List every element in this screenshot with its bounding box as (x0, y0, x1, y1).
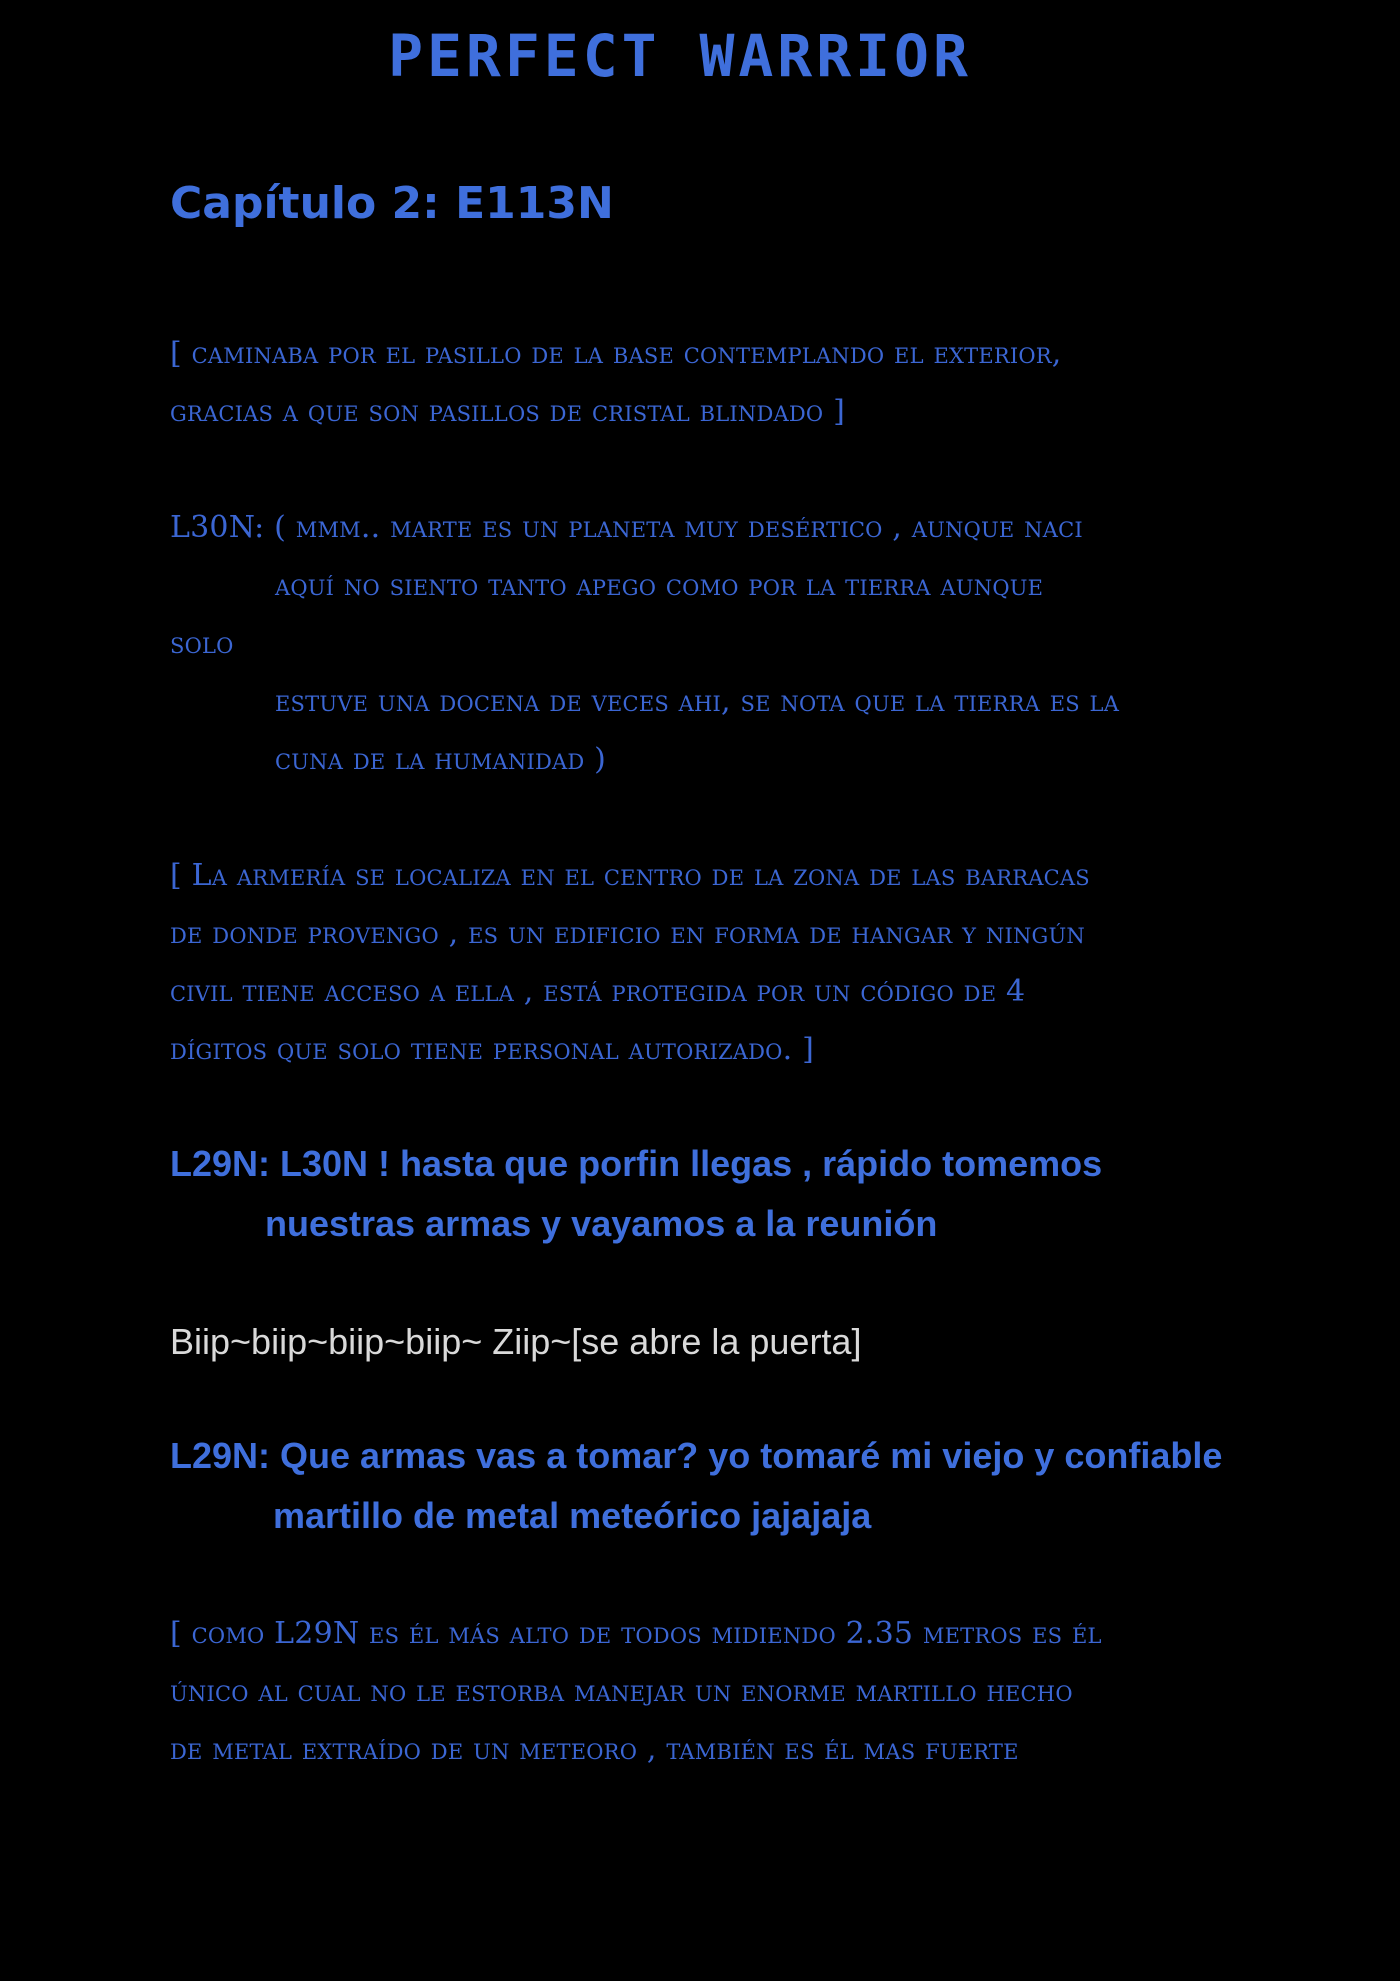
sound-effect-line: Biip~biip~biip~biip~ Ziip~[se abre la puerta] (170, 1321, 862, 1362)
dialogue-1-line-3: solo (170, 626, 234, 661)
narration-2-line-4: dígitos que solo tiene personal autorizado. ] (170, 1032, 814, 1067)
narration-2-line-2: de donde provengo , es un edificio en forma de hangar y ningún (170, 916, 1085, 951)
narration-3-line-2: único al cual no le estorba manejar un enorme martillo hecho (170, 1674, 1073, 1709)
dialogue-1-line-5: cuna de la humanidad ) (275, 742, 607, 777)
narration-1-line-1: [ caminaba por el pasillo de la base contemplando el exterior, (170, 336, 1062, 371)
dialogue-3-line-2: martillo de metal meteórico jajajaja (273, 1495, 872, 1536)
narration-2-line-3: civil tiene acceso a ella , está protegida por un código de 4 (170, 974, 1026, 1009)
dialogue-1-line-1: L30N: ( mmm.. marte es un planeta muy desértico , aunque naci (170, 510, 1083, 545)
dialogue-3-line-1: L29N: Que armas vas a tomar? yo tomaré mi viejo y confiable (170, 1435, 1223, 1476)
story-title: PERFECT WARRIOR (388, 22, 972, 90)
narration-1-line-2: gracias a que son pasillos de cristal blindado ] (170, 394, 845, 429)
narration-3-line-3: de metal extraído de un meteoro , también es él mas fuerte (170, 1732, 1019, 1767)
dialogue-2-line-1: L29N: L30N ! hasta que porfin llegas , rápido tomemos (170, 1143, 1103, 1184)
dialogue-1-line-4: estuve una docena de veces ahi, se nota que la tierra es la (275, 684, 1120, 719)
dialogue-1-line-2: aquí no siento tanto apego como por la tierra aunque (275, 568, 1044, 603)
narration-2-line-1: [ La armería se localiza en el centro de la zona de las barracas (170, 858, 1090, 893)
narration-3-line-1: [ como L29N es él más alto de todos midiendo 2.35 metros es él (170, 1616, 1102, 1651)
chapter-heading: Capítulo 2: E113N (170, 178, 614, 229)
dialogue-2-line-2: nuestras armas y vayamos a la reunión (265, 1203, 938, 1244)
